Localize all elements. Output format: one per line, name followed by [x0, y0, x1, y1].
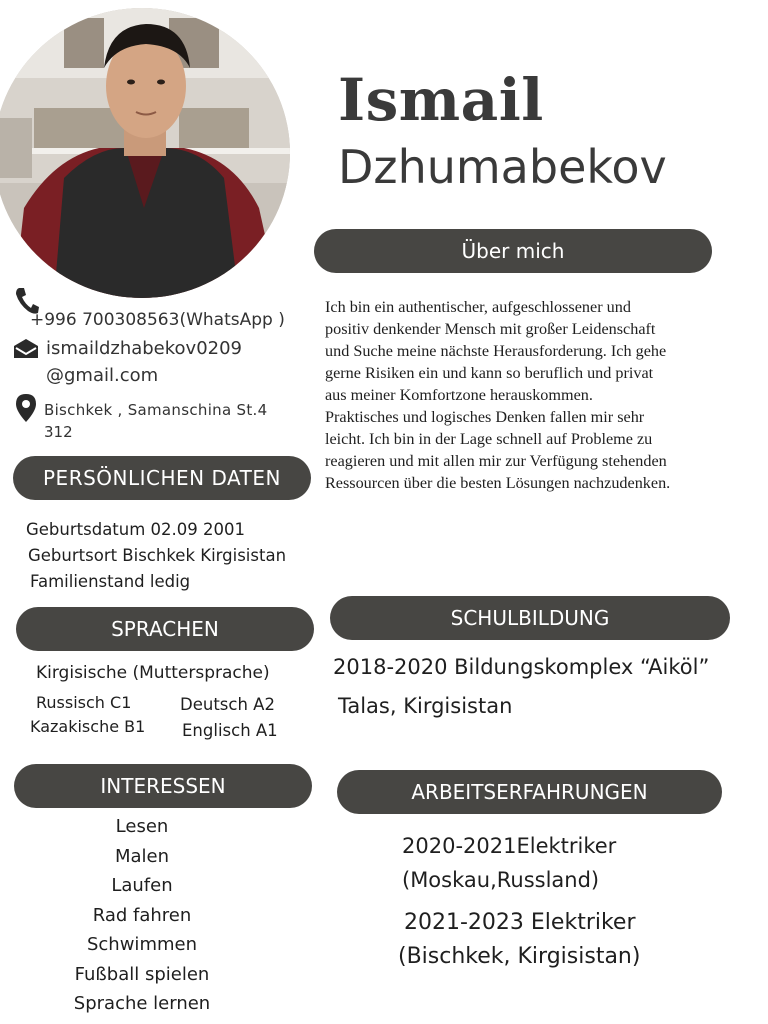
language-german: Deutsch A2 [180, 695, 275, 714]
birth-date: Geburtsdatum 02.09 2001 [26, 520, 246, 539]
interest-item: Rad fahren [92, 904, 192, 926]
location-pin-icon [15, 393, 37, 423]
work-heading: ARBEITSERFAHRUNGEN [337, 770, 722, 814]
languages-heading: SPRACHEN [16, 607, 314, 651]
job-2-location: (Bischkek, Kirgisistan) [398, 944, 641, 969]
interest-item: Schwimmen [86, 934, 197, 955]
education-heading: SCHULBILDUNG [330, 596, 730, 640]
education-line-2: Talas, Kirgisistan [338, 694, 513, 718]
interest-item: Sprache lernen [73, 993, 211, 1014]
interest-item: Fußball spielen [74, 963, 210, 985]
email-line-1: ismaildzhabekov0209 [46, 338, 243, 359]
marital-status: Familienstand ledig [30, 572, 191, 591]
interests-list [42, 812, 242, 1019]
job-1-location: (Moskau,Russland) [402, 868, 600, 892]
language-english: Englisch A1 [182, 721, 278, 740]
job-1-title: 2020-2021Elektriker [402, 834, 617, 858]
last-name: Dzhumabekov [338, 140, 667, 194]
profile-photo [0, 8, 290, 298]
address-line-2: 312 [44, 423, 73, 441]
interest-item: Laufen [111, 875, 173, 896]
birth-place: Geburtsort Bischkek Kirgisistan [28, 546, 287, 565]
job-2-title: 2021-2023 Elektriker [404, 910, 636, 935]
interests-heading: INTERESSEN [14, 764, 312, 808]
education-line-1: 2018-2020 Bildungskomplex “Aiköl” [333, 655, 710, 679]
about-text: Ich bin ein authentischer, aufgeschlossener und positiv denkender Mensch mit großer Leidenschaft und Suche meine nächste Herausforderung. Ich gehe gerne Risiken ein und kann so beruflich und privat aus meiner Komfortzone herauskommen. Praktisches und logisches Denken fallen mir sehr leicht. Ich bin in der Lage schnell auf Probleme zu reagieren und mit allen mir zur Verfügung stehenden Ressourcen über die besten Lösungen nachzudenken. [325, 298, 671, 492]
interest-item: Lesen [115, 816, 169, 837]
phone-number: +996 700308563(WhatsApp ) [30, 310, 285, 330]
personal-heading: PERSÖNLICHEN DATEN [13, 456, 311, 500]
email-icon [13, 339, 39, 359]
native-language: Kirgisische (Muttersprache) [36, 663, 270, 683]
about-heading: Über mich [314, 229, 712, 273]
address-line-1: Bischkek , Samanschina St.4 [44, 401, 268, 419]
email-line-2: @gmail.com [46, 365, 159, 386]
first-name: Ismail [338, 66, 544, 134]
interest-item: Malen [114, 845, 170, 867]
language-kazakh: Kazakische B1 [30, 717, 146, 736]
language-russian: Russisch C1 [36, 693, 132, 712]
